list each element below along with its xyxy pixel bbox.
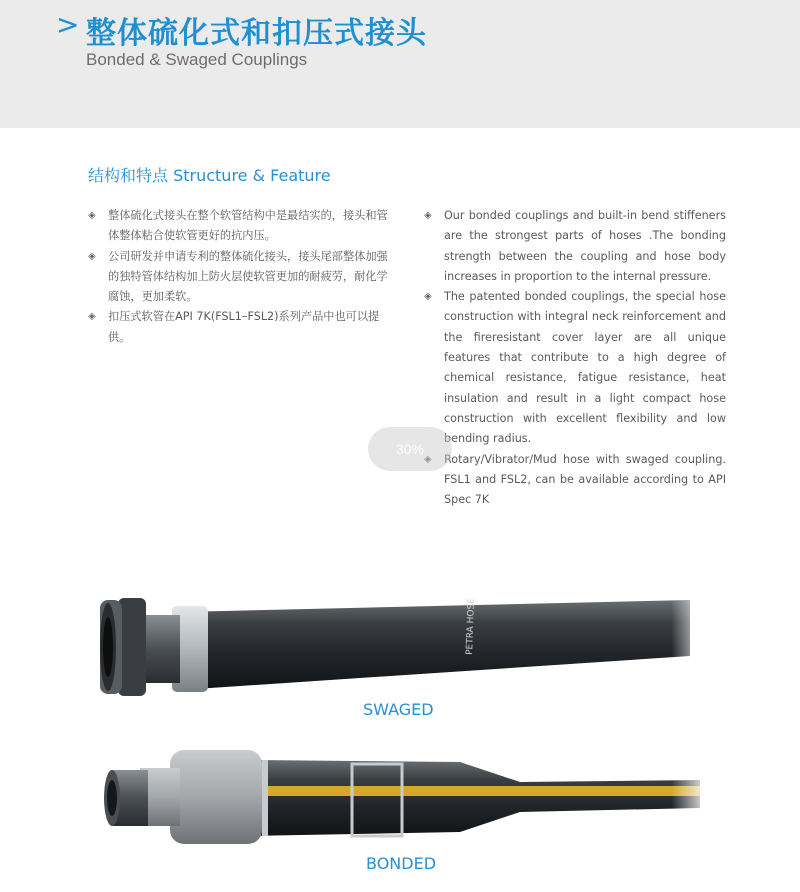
diamond-bullet-icon: ◈ bbox=[88, 210, 96, 221]
svg-text:PETRA HOSE: PETRA HOSE bbox=[465, 598, 477, 656]
page-subtitle: Bonded & Swaged Couplings bbox=[86, 50, 308, 69]
feature-text-cn: 公司研发并申请专利的整体硫化接头，接头尾部整体加强的独特管体结构加上防火层使软管更加的耐疲劳，耐化学腐蚀，更加柔软。 bbox=[108, 249, 388, 304]
feature-text-en: Rotary/Vibrator/Mud hose with swaged coupling. FSL1 and FSL2, can be available according to API Spec 7K bbox=[444, 452, 726, 507]
feature-text-en: The patented bonded couplings, the special hose construction with integral neck reinforcement and the fireresistant cover layer are all unique features that contribute to a high degree of chemical resistance, fatigue resistance, heat insulation and result in a light compact hose construction with excellent flexibility and low bending radius. bbox=[444, 290, 726, 446]
section-title: 结构和特点 Structure & Feature bbox=[88, 166, 331, 185]
diamond-bullet-icon: ◈ bbox=[424, 291, 432, 303]
feature-text-cn: 整体硫化式接头在整个软管结构中是最结实的，接头和管体整体粘合使软管更好的抗内压。 bbox=[108, 209, 388, 243]
diamond-bullet-icon: ◈ bbox=[88, 250, 96, 262]
bonded-hose-image bbox=[104, 740, 710, 850]
diamond-bullet-icon: ◈ bbox=[88, 311, 96, 323]
diamond-bullet-icon: ◈ bbox=[424, 453, 432, 465]
feature-text-cn: 扣压式软管在API 7K(FSL1–FSL2)系列产品中也可以提供。 bbox=[108, 310, 380, 344]
swaged-label: SWAGED bbox=[363, 700, 434, 719]
chevron-right-icon: > bbox=[56, 8, 80, 41]
feature-text-en: Our bonded couplings and built-in bend stiffeners are the strongest parts of hoses .The bonding strength between the coupling and hose body increases in proportion to the internal pressure. bbox=[444, 209, 726, 283]
zoom-watermark: 30% bbox=[368, 427, 452, 471]
page-title: 整体硫化式和扣压式接头 bbox=[86, 16, 427, 51]
bonded-label: BONDED bbox=[366, 854, 437, 873]
swaged-hose-image bbox=[100, 590, 710, 700]
diamond-bullet-icon: ◈ bbox=[424, 210, 432, 221]
